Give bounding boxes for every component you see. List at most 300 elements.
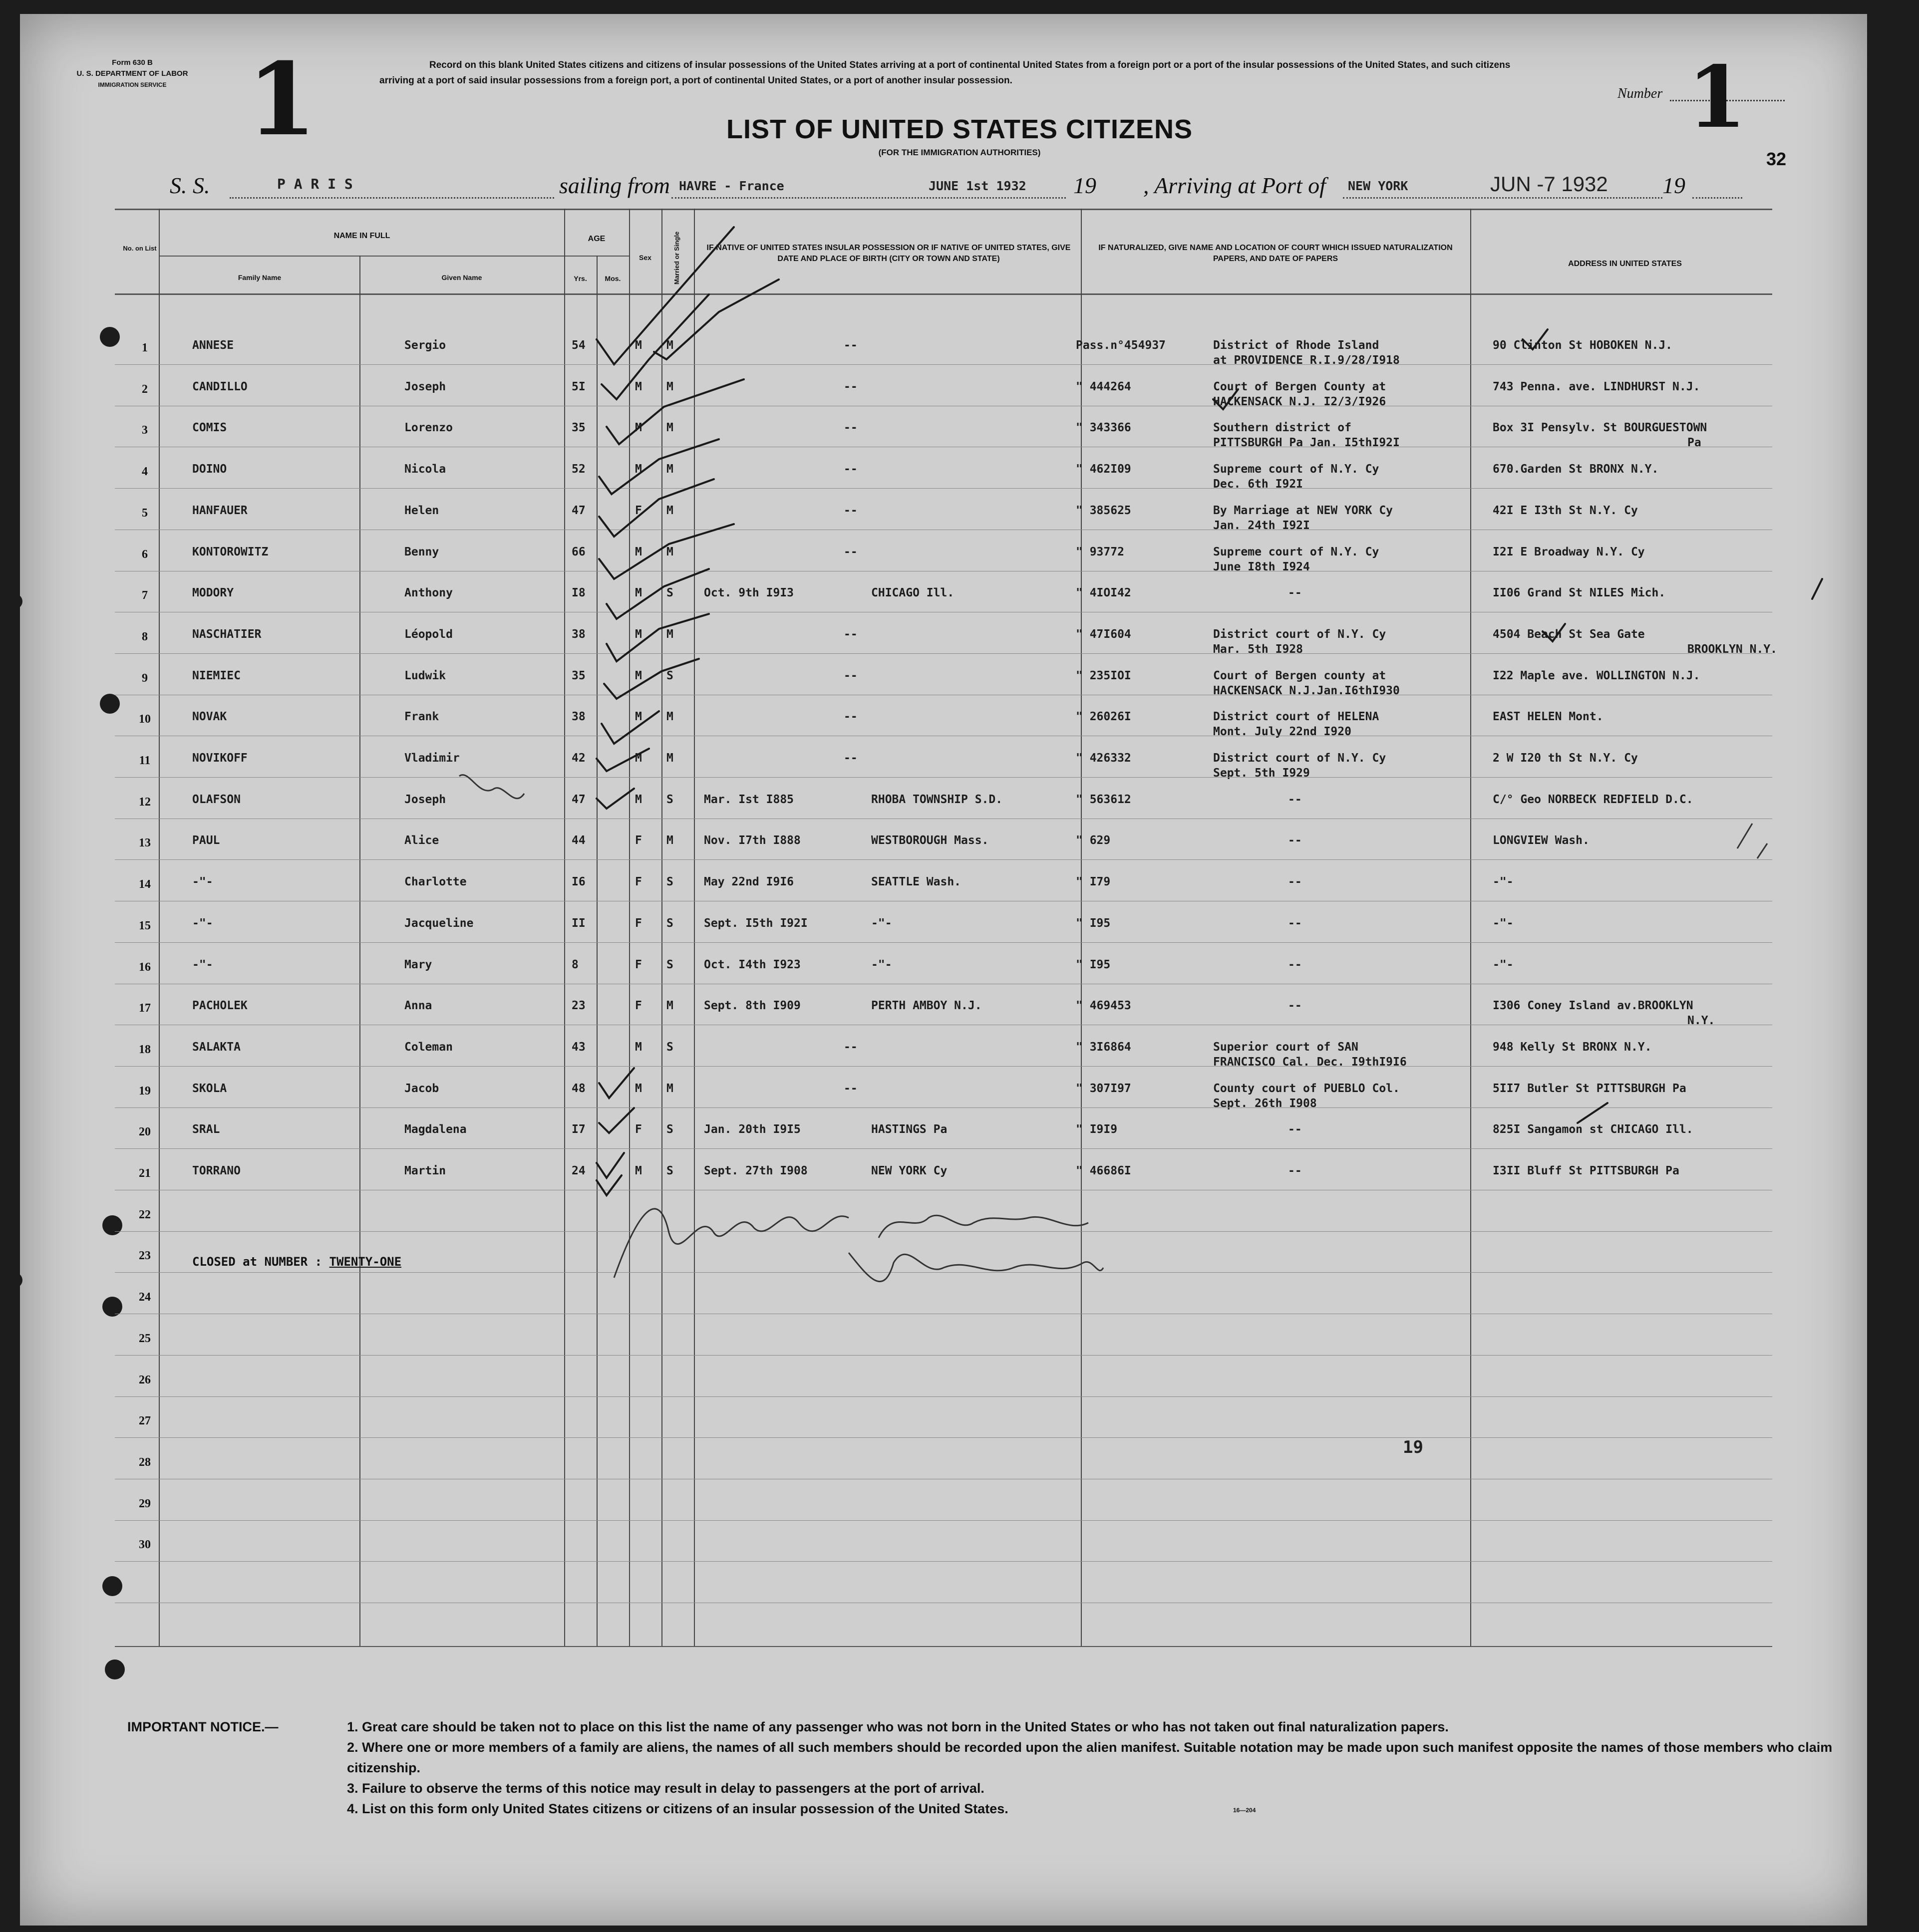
table-row [0, 954, 1919, 995]
family-name: TORRANO [192, 1164, 241, 1177]
birth-place: PERTH AMBOY N.J. [871, 999, 982, 1013]
row-number: 2 [142, 382, 148, 396]
footer-code: 16—204 [1233, 1807, 1256, 1814]
sex: M [635, 710, 642, 724]
row-number: 9 [142, 671, 148, 685]
address-line-1: EAST HELEN Mont. [1493, 710, 1603, 724]
address-line-2: BROOKLYN N.Y. [1687, 642, 1778, 656]
address-line-1: 743 Penna. ave. LINDHURST N.J. [1493, 380, 1700, 393]
department-name: U. S. DEPARTMENT OF LABOR [76, 69, 188, 78]
row-number: 10 [139, 713, 151, 726]
notice-item: 3. Failure to observe the terms of this notice may result in delay to passengers at the port of arrival. [347, 1781, 984, 1796]
age: 38 [572, 627, 586, 641]
family-name: PACHOLEK [192, 999, 248, 1013]
naturalization-number: " 93772 [1076, 545, 1124, 558]
age: 42 [572, 752, 586, 765]
family-name: NIEMIEC [192, 669, 241, 682]
table-row [0, 789, 1919, 829]
address-line-1: 5II7 Butler St PITTSBURGH Pa [1493, 1082, 1686, 1095]
address-line-1: 90 Clinton St HOBOKEN N.J. [1493, 339, 1673, 352]
naturalization-number: " 47I604 [1076, 627, 1131, 641]
family-name: SRAL [192, 1123, 220, 1136]
court-line-1: -- [1288, 999, 1302, 1013]
table-row [0, 623, 1919, 664]
header-yrs: Yrs. [574, 275, 587, 282]
family-name: -"- [192, 958, 213, 971]
address-line-1: 825I Sangamon st CHICAGO Ill. [1493, 1123, 1693, 1136]
row-rule [115, 1396, 1772, 1397]
age: 52 [572, 463, 586, 476]
marital-status: M [666, 421, 673, 435]
birth-place: CHICAGO Ill. [871, 586, 955, 600]
marital-status: M [666, 710, 673, 724]
marital-status: S [666, 1164, 673, 1177]
notice-item: 2. Where one or more members of a family are aliens, the names of all such members should be recorded upon the alien manifest. Suitable notation may be made upon such manifest opposite the names of those members who claim citizenship. [347, 1740, 1833, 1775]
court-line-1: Superior court of SAN [1213, 1040, 1358, 1054]
family-name: NOVAK [192, 710, 227, 724]
family-name: KONTOROWITZ [192, 545, 269, 558]
birth-place: -- [844, 380, 858, 393]
row-number: 28 [139, 1455, 151, 1469]
birth-place: -- [844, 504, 858, 517]
birth-place: SEATTLE Wash. [871, 875, 961, 889]
court-line-1: -- [1288, 875, 1302, 889]
address-line-2: Pa [1687, 436, 1701, 450]
birth-date: Mar. Ist I885 [704, 793, 794, 806]
row-rule [115, 1437, 1772, 1438]
age: 43 [572, 1040, 586, 1054]
given-name: Jacqueline [404, 916, 474, 930]
annotation-mark: 19 [1403, 1437, 1423, 1457]
family-name: ANNESE [192, 339, 234, 352]
given-name: Anna [404, 999, 432, 1013]
court-line-1: District court of N.Y. Cy [1213, 752, 1386, 765]
birth-place: -- [844, 1040, 858, 1054]
row-number: 18 [139, 1043, 151, 1056]
court-line-1: District court of HELENA [1213, 710, 1379, 724]
court-line-2: HACKENSACK N.J. I2/3/I926 [1213, 395, 1386, 408]
address-line-1: 42I E I3th St N.Y. Cy [1493, 504, 1638, 517]
header-no-on-list: No. on List [123, 245, 157, 252]
naturalization-number: " I79 [1076, 875, 1111, 889]
birth-place: -"- [871, 958, 892, 971]
notice-item: 1. Great care should be taken not to place on this list the name of any passenger who was not born in the United States or who has not taken out final naturalization papers. [347, 1719, 1449, 1734]
marital-status: M [666, 463, 673, 476]
court-line-1: Court of Bergen County at [1213, 380, 1386, 393]
court-line-1: -- [1288, 1123, 1302, 1136]
birth-place: -- [844, 752, 858, 765]
sex: M [635, 586, 642, 600]
sex: M [635, 793, 642, 806]
row-number: 20 [139, 1125, 151, 1139]
table-top-rule [115, 209, 1772, 210]
naturalization-number: " 563612 [1076, 793, 1131, 806]
age: 38 [572, 710, 586, 724]
sex: F [635, 834, 642, 847]
court-line-1: By Marriage at NEW YORK Cy [1213, 504, 1393, 517]
row-number: 4 [142, 465, 148, 479]
given-name: Anthony [404, 586, 453, 600]
table-row [0, 541, 1919, 582]
family-name: PAUL [192, 834, 220, 847]
row-number: 23 [139, 1249, 151, 1263]
port-from-line [671, 197, 1066, 199]
birth-place: -- [844, 1082, 858, 1095]
given-name: Jacob [404, 1082, 439, 1095]
port-to: NEW YORK [1348, 179, 1408, 193]
given-name: Coleman [404, 1040, 453, 1054]
age: 24 [572, 1164, 586, 1177]
age: 47 [572, 504, 586, 517]
table-row [0, 417, 1919, 458]
row-rule [115, 488, 1772, 489]
age: 54 [572, 339, 586, 352]
birth-place: -- [844, 339, 858, 352]
row-rule [115, 1066, 1772, 1067]
punch-hole [102, 1576, 122, 1596]
row-number: 16 [139, 960, 151, 974]
given-name: Ludwik [404, 669, 446, 682]
row-rule [115, 1355, 1772, 1356]
row-number: 25 [139, 1332, 151, 1345]
ship-name: P A R I S [277, 176, 353, 192]
family-name: HANFAUER [192, 504, 248, 517]
age: 66 [572, 545, 586, 558]
sex: F [635, 1123, 642, 1136]
row-number: 1 [142, 341, 148, 354]
birth-place: -- [844, 463, 858, 476]
court-line-2: HACKENSACK N.J.Jan.I6thI930 [1213, 684, 1400, 697]
given-name: Alice [404, 834, 439, 847]
row-number: 22 [139, 1208, 151, 1221]
court-line-1: -- [1288, 958, 1302, 971]
naturalization-number: " 469453 [1076, 999, 1131, 1013]
given-name: Benny [404, 545, 439, 558]
sex: M [635, 380, 642, 393]
court-line-2: at PROVIDENCE R.I.9/28/I918 [1213, 354, 1400, 367]
table-row [0, 871, 1919, 912]
birth-date: Sept. 27th I908 [704, 1164, 808, 1177]
table-row [0, 1036, 1919, 1077]
sailing-label: sailing from [559, 173, 670, 198]
sex: M [635, 545, 642, 558]
marital-status: M [666, 627, 673, 641]
marital-status: S [666, 875, 673, 889]
row-rule [115, 777, 1772, 778]
header-family-name: Family Name [238, 274, 282, 281]
naturalization-number: " 46686I [1076, 1164, 1131, 1177]
table-row [0, 334, 1919, 375]
birth-date: Jan. 20th I9I5 [704, 1123, 801, 1136]
sex: M [635, 669, 642, 682]
marital-status: S [666, 669, 673, 682]
family-name: -"- [192, 916, 213, 930]
given-name: Martin [404, 1164, 446, 1177]
age: 8 [572, 958, 579, 971]
court-line-1: County court of PUEBLO Col. [1213, 1082, 1400, 1095]
court-line-2: Jan. 24th I92I [1213, 519, 1310, 532]
birth-date: Sept. 8th I909 [704, 999, 801, 1013]
punch-hole [105, 1659, 125, 1679]
birth-place: -"- [871, 916, 892, 930]
row-rule [115, 653, 1772, 654]
row-number: 3 [142, 424, 148, 437]
row-number: 26 [139, 1373, 151, 1386]
marital-status: M [666, 380, 673, 393]
family-name: COMIS [192, 421, 227, 435]
naturalization-number: " 629 [1076, 834, 1111, 847]
notice-items [347, 1717, 1840, 1819]
row-rule [115, 1148, 1772, 1149]
birth-place: -- [844, 545, 858, 558]
closed-value: TWENTY-ONE [329, 1255, 402, 1269]
header-address: ADDRESS IN UNITED STATES [1568, 260, 1682, 268]
marital-status: M [666, 504, 673, 517]
row-number: 24 [139, 1291, 151, 1304]
row-number: 19 [139, 1084, 151, 1098]
age: 48 [572, 1082, 586, 1095]
punch-hole [102, 1215, 122, 1235]
court-line-1: -- [1288, 793, 1302, 806]
court-line-1: -- [1288, 834, 1302, 847]
row-number: 15 [139, 919, 151, 932]
intro-text: Record on this blank United States citizens and citizens of insular possessions of the United States arriving at a port of continental United States from a foreign port or a port of the insular possessions of the United States, and such citizens arriving at a port of said insular possessions from a foreign port, a port of continental United States, or a port of another insular possession. [379, 60, 1511, 86]
table-row [0, 665, 1919, 706]
sex: M [635, 752, 642, 765]
sex: M [635, 463, 642, 476]
family-name: SKOLA [192, 1082, 227, 1095]
sex: M [635, 627, 642, 641]
address-line-1: -"- [1493, 875, 1514, 889]
naturalization-number: " I9I9 [1076, 1123, 1118, 1136]
page-title: LIST OF UNITED STATES CITIZENS [726, 114, 1193, 144]
row-number: 6 [142, 548, 148, 561]
sex: F [635, 916, 642, 930]
address-line-1: Box 3I Pensylv. St BOURGUESTOWN [1493, 421, 1707, 435]
header-sex: Sex [639, 254, 651, 262]
sex: M [635, 1164, 642, 1177]
number-label: Number [1617, 86, 1663, 101]
row-number: 13 [139, 836, 151, 850]
birth-place: RHOBA TOWNSHIP S.D. [871, 793, 1003, 806]
table-row [0, 376, 1919, 417]
naturalization-number: " 343366 [1076, 421, 1131, 435]
given-name: Nicola [404, 463, 446, 476]
row-number: 30 [139, 1538, 151, 1552]
family-name: -"- [192, 875, 213, 889]
table-row [0, 500, 1919, 541]
court-line-2: June I8th I924 [1213, 560, 1310, 573]
address-line-1: I2I E Broadway N.Y. Cy [1493, 545, 1645, 558]
sex: F [635, 875, 642, 889]
address-line-1: I306 Coney Island av.BROOKLYN [1493, 999, 1693, 1013]
birth-place: -- [844, 627, 858, 641]
family-name: NASCHATIER [192, 627, 262, 641]
family-name: SALAKTA [192, 1040, 241, 1054]
closed-prefix: CLOSED at NUMBER : [192, 1255, 322, 1269]
birth-place: -- [844, 710, 858, 724]
age: 47 [572, 793, 586, 806]
marital-status: S [666, 586, 673, 600]
given-name: Lorenzo [404, 421, 453, 435]
family-name: NOVIKOFF [192, 752, 248, 765]
table-row [0, 1118, 1919, 1159]
header-married-single: Married or Single [673, 231, 680, 284]
given-name: Magdalena [404, 1123, 467, 1136]
arriving-label: , Arriving at Port of [1143, 173, 1326, 198]
row-number: 11 [139, 754, 151, 767]
marital-status: M [666, 834, 673, 847]
marital-status: S [666, 793, 673, 806]
row-number: 5 [142, 506, 148, 520]
row-number: 7 [142, 589, 148, 602]
given-name: Charlotte [404, 875, 467, 889]
address-line-1: II06 Grand St NILES Mich. [1493, 586, 1666, 600]
court-line-1: Supreme court of N.Y. Cy [1213, 545, 1379, 558]
row-rule [115, 942, 1772, 943]
naturalization-number: " 4IOI42 [1076, 586, 1131, 600]
birth-date: Oct. I4th I923 [704, 958, 801, 971]
year-line [1692, 197, 1742, 199]
row-number: 17 [139, 1002, 151, 1015]
family-name: OLAFSON [192, 793, 241, 806]
court-line-2: FRANCISCO Cal. Dec. I9thI9I6 [1213, 1055, 1407, 1069]
age: I7 [572, 1123, 586, 1136]
age: II [572, 916, 586, 930]
form-number: Form 630 B [112, 58, 153, 67]
given-name: Joseph [404, 380, 446, 393]
birth-date: Nov. I7th I888 [704, 834, 801, 847]
court-line-1: District court of N.Y. Cy [1213, 627, 1386, 641]
given-name: Léopold [404, 627, 453, 641]
court-line-2: PITTSBURGH Pa Jan. I5thI92I [1213, 436, 1400, 450]
address-line-1: 948 Kelly St BRONX N.Y. [1493, 1040, 1652, 1054]
court-line-1: -- [1288, 1164, 1302, 1177]
birth-place: -- [844, 669, 858, 682]
row-number: 27 [139, 1414, 151, 1428]
naturalization-number: " 307I97 [1076, 1082, 1131, 1095]
address-line-1: C/° Geo NORBECK REDFIELD D.C. [1493, 793, 1693, 806]
age: 44 [572, 834, 586, 847]
service-name: IMMIGRATION SERVICE [98, 81, 167, 88]
birth-place: NEW YORK Cy [871, 1164, 948, 1177]
court-line-1: -- [1288, 916, 1302, 930]
court-line-1: Southern district of [1213, 421, 1351, 435]
sex: M [635, 421, 642, 435]
address-line-1: I3II Bluff St PITTSBURGH Pa [1493, 1164, 1679, 1177]
ss-label: S. S. [170, 173, 210, 198]
family-name: MODORY [192, 586, 234, 600]
naturalization-number: " 26026I [1076, 710, 1131, 724]
age: 35 [572, 669, 586, 682]
header-age: AGE [588, 235, 606, 243]
court-line-2: Dec. 6th I92I [1213, 478, 1303, 491]
row-number: 21 [139, 1167, 151, 1180]
naturalization-number: " 235IOI [1076, 669, 1131, 682]
birth-date: Sept. I5th I92I [704, 916, 808, 930]
year-prefix: 19 [1073, 173, 1096, 198]
naturalization-number: " 385625 [1076, 504, 1131, 517]
family-name: DOINO [192, 463, 227, 476]
given-name: Sergio [404, 339, 446, 352]
row-rule [115, 1561, 1772, 1562]
closed-at-number [192, 1255, 401, 1269]
sex: F [635, 999, 642, 1013]
row-number: 8 [142, 630, 148, 643]
naturalization-number: " I95 [1076, 916, 1111, 930]
table-row [0, 582, 1919, 623]
birth-place: WESTBOROUGH Mass. [871, 834, 989, 847]
header-mos: Mos. [605, 275, 621, 282]
header-birth: IF NATIVE OF UNITED STATES INSULAR POSSESSION OR IF NATIVE OF UNITED STATES, GIVE DATE AND PLACE OF BIRTH (CITY OR TOWN AND STATE) [706, 244, 1071, 263]
given-name: Helen [404, 504, 439, 517]
naturalization-number: " 426332 [1076, 752, 1131, 765]
sex: F [635, 958, 642, 971]
table-header-rule [115, 293, 1772, 295]
row-rule [115, 1231, 1772, 1232]
header-given-name: Given Name [441, 274, 482, 281]
address-line-2: N.Y. [1687, 1014, 1715, 1028]
naturalization-number: " 3I6864 [1076, 1040, 1131, 1054]
sex: M [635, 1082, 642, 1095]
table-row [0, 1078, 1919, 1118]
year-prefix: 19 [1662, 173, 1685, 198]
given-name: Joseph [404, 793, 446, 806]
name-subheader-rule [160, 256, 567, 257]
address-line-1: 2 W I20 th St N.Y. Cy [1493, 752, 1638, 765]
sex: M [635, 339, 642, 352]
address-line-1: I22 Maple ave. WOLLINGTON N.J. [1493, 669, 1700, 682]
marital-status: M [666, 339, 673, 352]
address-line-1: -"- [1493, 958, 1514, 971]
row-rule [115, 1272, 1772, 1273]
table-bottom-rule [115, 1646, 1772, 1647]
address-line-1: 670.Garden St BRONX N.Y. [1493, 463, 1659, 476]
port-to-line [1343, 197, 1662, 199]
given-name: Mary [404, 958, 432, 971]
row-rule [115, 364, 1772, 365]
table-row [0, 706, 1919, 747]
court-line-1: Supreme court of N.Y. Cy [1213, 463, 1379, 476]
table-row [0, 747, 1919, 788]
punch-hole [7, 1273, 22, 1288]
notice-lead: IMPORTANT NOTICE.— [127, 1719, 279, 1734]
row-rule [115, 1107, 1772, 1108]
table-row [0, 1160, 1919, 1201]
form-id-block [72, 57, 192, 90]
naturalization-number: " 444264 [1076, 380, 1131, 393]
naturalization-number: Pass.n°454937 [1076, 339, 1166, 352]
marital-status: M [666, 1082, 673, 1095]
birth-place: -- [844, 421, 858, 435]
table-row [0, 829, 1919, 870]
birth-date: May 22nd I9I6 [704, 875, 794, 889]
arrival-date-stamp: JUN -7 1932 [1490, 172, 1608, 196]
address-line-1: LONGVIEW Wash. [1493, 834, 1590, 847]
given-name: Frank [404, 710, 439, 724]
table-row [0, 995, 1919, 1036]
date-sailed: JUNE 1st 1932 [929, 179, 1026, 193]
table-row [0, 912, 1919, 953]
page-number: 32 [1766, 149, 1787, 169]
handwritten-number-mark: 1 [247, 41, 317, 158]
header-naturalized: IF NATURALIZED, GIVE NAME AND LOCATION OF COURT WHICH ISSUED NATURALIZATION PAPERS, AND DATE OF PAPERS [1098, 244, 1453, 263]
sex: F [635, 504, 642, 517]
address-line-1: -"- [1493, 916, 1514, 930]
marital-status: S [666, 1123, 673, 1136]
row-number: 29 [139, 1497, 151, 1510]
marital-status: S [666, 916, 673, 930]
